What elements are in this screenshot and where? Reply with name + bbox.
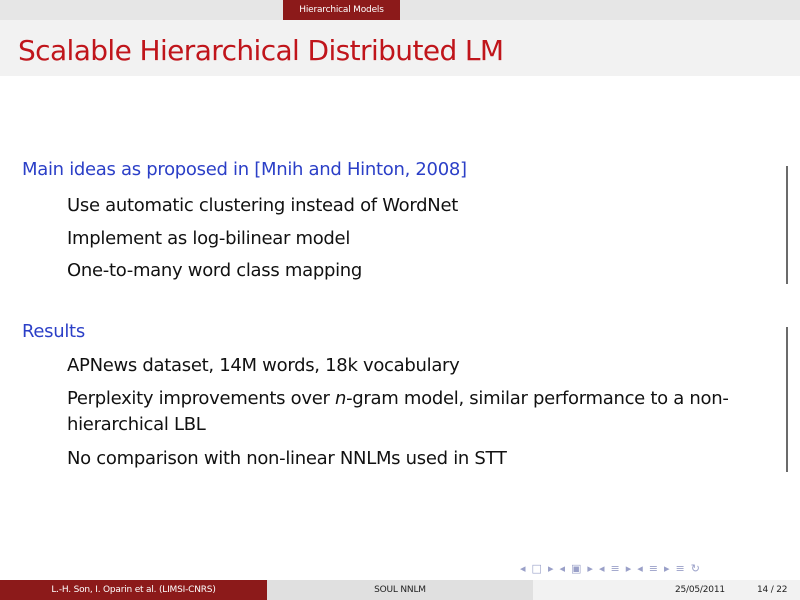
section-icon[interactable]: ≡ (610, 562, 620, 575)
section-next-icon[interactable]: ▸ (625, 562, 632, 575)
footer (0, 580, 800, 600)
slide-icon[interactable]: ≡ (648, 562, 658, 575)
appendix-icon[interactable]: ≡ (675, 562, 685, 575)
frame-next-icon[interactable]: ▸ (547, 562, 554, 575)
search-icon[interactable]: ↻ (690, 562, 700, 575)
block-rule (786, 166, 788, 284)
slide-prev-icon[interactable]: ◂ (637, 562, 643, 575)
footer-short-title: SOUL NNLM (267, 580, 533, 600)
section-prev-icon[interactable]: ◂ (598, 562, 605, 575)
list-item (67, 386, 757, 438)
section-nav-bar (0, 0, 800, 20)
list-item: Use automatic clustering instead of WordNet (67, 195, 459, 216)
footer-page-number: 14 / 22 (757, 585, 788, 595)
section-tab-hierarchical-models[interactable]: Hierarchical Models (283, 0, 400, 20)
subsection-next-icon[interactable]: ▸ (587, 562, 593, 575)
subsection-prev-icon[interactable]: ◂ (559, 562, 565, 575)
list-item: No comparison with non-linear NNLMs used in STT (67, 448, 507, 469)
list-item: Implement as log-bilinear model (67, 228, 351, 249)
frame-title-bar (0, 20, 800, 76)
list-item-text: -gram model, similar performance to a non-hierarchical LBL (67, 388, 729, 435)
list-item: APNews dataset, 14M words, 18k vocabulary (67, 355, 460, 376)
subsection-icon[interactable]: ▣ (571, 562, 582, 575)
slide-next-icon[interactable]: ▸ (663, 562, 670, 575)
footer-right (533, 580, 800, 600)
footer-date: 25/05/2011 (675, 585, 725, 595)
frame-title: Scalable Hierarchical Distributed LM (18, 34, 504, 67)
block-rule (786, 327, 788, 472)
navigation-symbols (520, 561, 700, 577)
list-item: One-to-many word class mapping (67, 260, 363, 281)
footer-authors: L.-H. Son, I. Oparin et al. (LIMSI-CNRS) (0, 580, 267, 600)
list-item-italic-n: n (335, 388, 347, 409)
results-heading: Results (22, 321, 85, 342)
frame-icon[interactable]: □ (531, 562, 542, 575)
list-item-text: Perplexity improvements over (67, 388, 335, 409)
main-ideas-heading: Main ideas as proposed in [Mnih and Hinton, 2008] (22, 159, 467, 180)
frame-prev-icon[interactable]: ◂ (520, 562, 526, 575)
